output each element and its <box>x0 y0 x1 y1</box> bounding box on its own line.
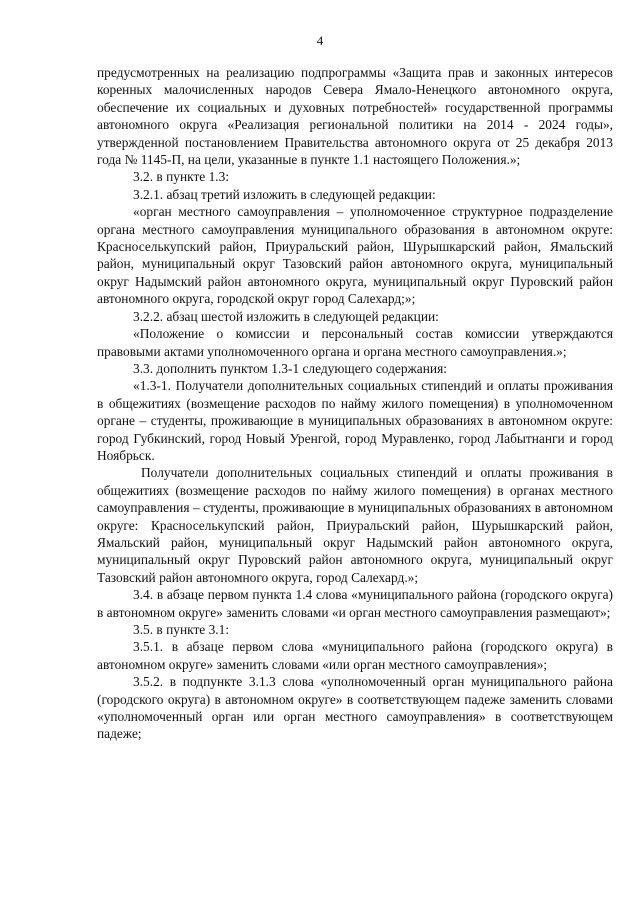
paragraph-3-2-1: 3.2.1. абзац третий изложить в следующей редакции: <box>133 186 436 202</box>
paragraph-3-2-2-quote: «Положение о комиссии и персональный состав комиссии утверждаются правовыми актами уполномоченного органа и органа местного самоуправления.»; <box>97 326 613 359</box>
paragraph-3-2-1-quote: «орган местного самоуправления – уполномоченное структурное подразделение органа местного самоуправления муниципального образования в автономном округе: Красноселькупский район, Приуральский район, Шурышкарский район, Ямальский район, муниципальный округ Тазовский район автономного округа, муниципальный округ Надымский район автономного округа, муниципальный округ Пуровский район автономного округа, городской округ город Салехард;»; <box>97 204 613 307</box>
paragraph-3-2: 3.2. в пункте 1.3: <box>133 169 230 185</box>
paragraph-continuation: предусмотренных на реализацию подпрограммы «Защита прав и законных интересов коренных малочисленных народов Севера Ямало-Ненецкого автономного округа, обеспечение их социальных и духовных потребностей» государственной программы автономного округа «Реализация региональной политики на 2014 - 2024 годы», утвержденной постановлением Правительства автономного округа от 25 декабря 2013 года № 1145-П, на цели, указанные в пункте 1.1 настоящего Положения.»; <box>97 65 613 168</box>
paragraph-3-4: 3.4. в абзаце первом пункта 1.4 слова «муниципального района (городского округа) в автономном округе» заменить словами «и орган местного самоуправления размещают»; <box>97 587 613 620</box>
paragraph-1-3-1-recipients: Получатели дополнительных социальных стипендий и оплаты проживания в общежитиях (возмещение расходов по найму жилого помещения) в органах местного самоуправления – студенты, проживающие в муниципальных образованиях в автономном округе: Красноселькупский район, Приуральский район, Шурышкарский район, Ямальский район, муниципальный округ Надымский район автономного округа, муниципальный округ Пуровский район автономного округа, муниципальный округ Тазовский район автономного округа, город Салехард.»; <box>97 465 613 585</box>
paragraph-3-2-2: 3.2.2. абзац шестой изложить в следующей редакции: <box>133 308 439 324</box>
paragraph-1-3-1: «1.3-1. Получатели дополнительных социальных стипендий и оплаты проживания в общежитиях (возмещение расходов по найму жилого помещения) в уполномоченном органе – студенты, проживающие в муниципальных образованиях в автономном округе: город Губкинский, город Новый Уренгой, город Муравленко, город Лабытнанги и город Ноябрьск. <box>97 378 613 463</box>
document-body <box>97 64 613 743</box>
paragraph-3-5: 3.5. в пункте 3.1: <box>133 622 230 637</box>
paragraph-3-5-1: 3.5.1. в абзаце первом слова «муниципального района (городского округа) в автономном округе» заменить словами «или орган местного самоуправления»; <box>97 639 613 672</box>
paragraph-3-5-2: 3.5.2. в подпункте 3.1.3 слова «уполномоченный орган муниципального района (городского округа) в автономном округе» в соответствующем падеже заменить словами «уполномоченный орган или орган местного самоуправления» в соответствующем падеже; <box>97 674 613 742</box>
page-number: 4 <box>316 33 324 48</box>
paragraph-3-3: 3.3. дополнить пунктом 1.3-1 следующего содержания: <box>133 360 447 376</box>
